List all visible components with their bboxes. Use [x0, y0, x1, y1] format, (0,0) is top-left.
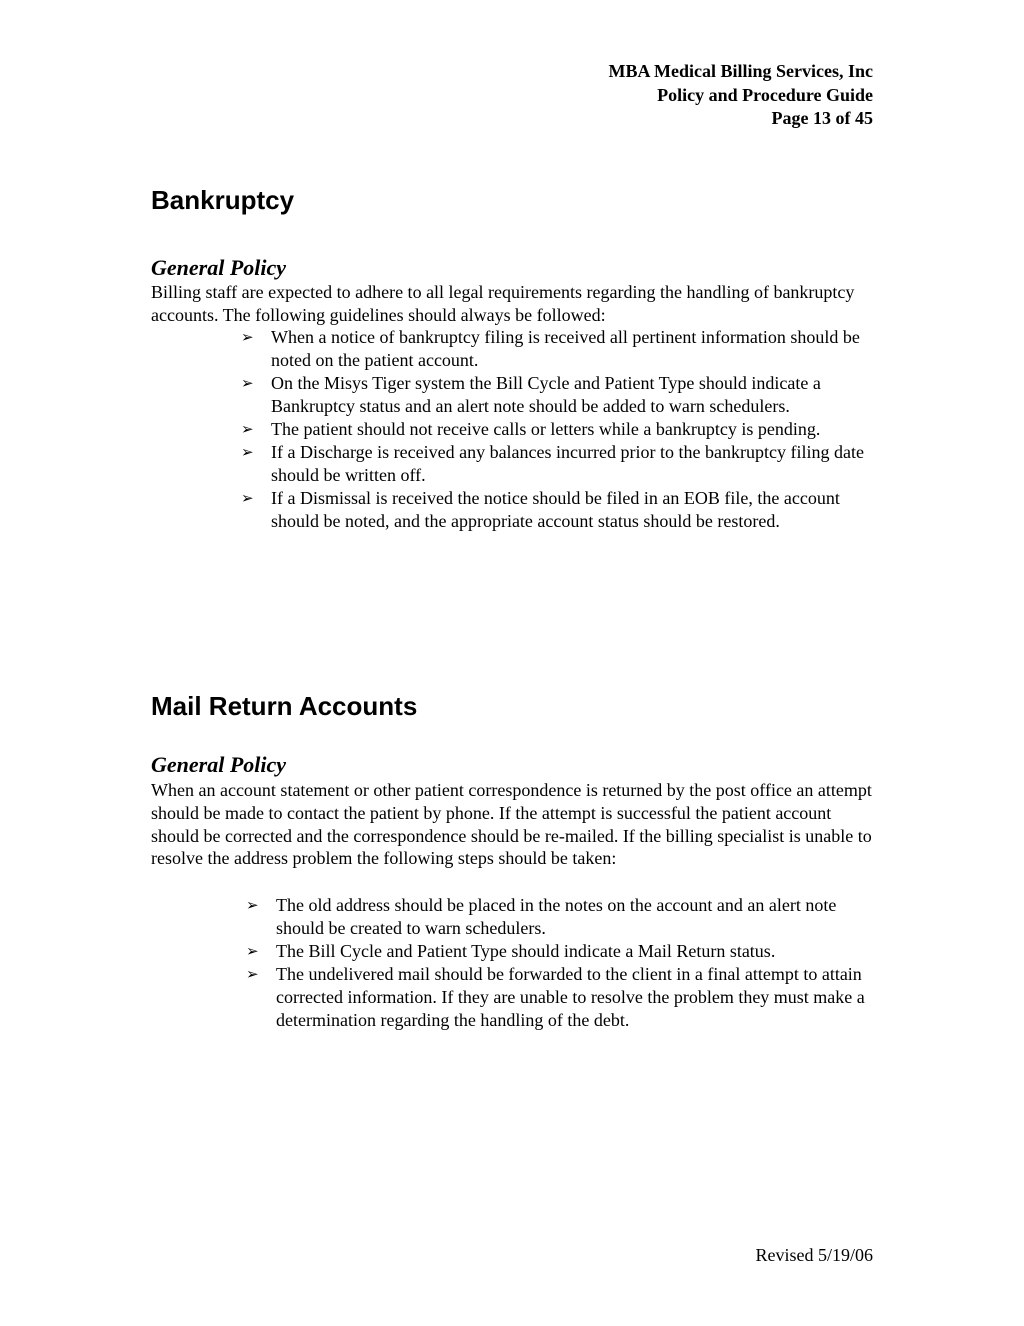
section-title: Mail Return Accounts [151, 691, 418, 721]
bullet-list [241, 326, 881, 533]
list-item [241, 418, 881, 441]
section-mail-return-accounts [151, 691, 877, 1051]
list-item-text: When a notice of bankruptcy filing is received all pertinent information should be noted on the patient account. [271, 327, 860, 370]
guide-title: Policy and Procedure Guide [657, 84, 873, 105]
section-title: Bankruptcy [151, 185, 295, 215]
arrow-bullet-icon: ➢ [246, 896, 259, 914]
arrow-bullet-icon: ➢ [241, 374, 254, 392]
arrow-bullet-icon: ➢ [241, 443, 254, 461]
section-subheading: General Policy [151, 752, 287, 777]
list-item [241, 372, 881, 418]
list-item-text: If a Dismissal is received the notice should be filed in an EOB file, the account should be noted, and the appropriate account status should be restored. [271, 488, 840, 531]
arrow-bullet-icon: ➢ [241, 420, 254, 438]
section-paragraph: When an account statement or other patient correspondence is returned by the post office an attempt should be made to contact the patient by phone. If the attempt is successful the patient account should be corrected and the correspondence should be re-mailed. If the billing specialist is unable to resolve the address problem the following steps should be taken: [151, 780, 872, 869]
list-item [246, 894, 886, 940]
arrow-bullet-icon: ➢ [246, 942, 259, 960]
arrow-bullet-icon: ➢ [246, 965, 259, 983]
list-item-text: The Bill Cycle and Patient Type should indicate a Mail Return status. [276, 941, 776, 961]
list-item-text: If a Discharge is received any balances incurred prior to the bankruptcy filing date should be written off. [271, 442, 864, 485]
section-subheading: General Policy [151, 255, 287, 280]
revision-date: Revised 5/19/06 [755, 1245, 873, 1265]
company-name: MBA Medical Billing Services, Inc [608, 61, 873, 81]
section-paragraph: Billing staff are expected to adhere to all legal requirements regarding the handling of bankruptcy accounts. The following guidelines should always be followed: [151, 282, 855, 325]
list-item [241, 487, 881, 533]
arrow-bullet-icon: ➢ [241, 328, 254, 346]
arrow-bullet-icon: ➢ [241, 489, 254, 507]
bullet-list [246, 894, 886, 1032]
list-item-text: The patient should not receive calls or letters while a bankruptcy is pending. [271, 419, 821, 439]
list-item-text: The undelivered mail should be forwarded to the client in a final attempt to attain corrected information. If they are unable to resolve the problem they must make a determination regarding the handling of the debt. [276, 964, 865, 1030]
list-item-text: On the Misys Tiger system the Bill Cycle and Patient Type should indicate a Bankruptcy status and an alert note should be added to warn schedulers. [271, 373, 821, 416]
list-item [241, 326, 881, 372]
list-item [241, 441, 881, 487]
page-number: Page 13 of 45 [771, 108, 873, 128]
section-bankruptcy [151, 185, 877, 605]
list-item [246, 940, 886, 963]
list-item [246, 963, 886, 1032]
page-header [609, 60, 873, 131]
list-item-text: The old address should be placed in the notes on the account and an alert note should be created to warn schedulers. [276, 895, 837, 938]
